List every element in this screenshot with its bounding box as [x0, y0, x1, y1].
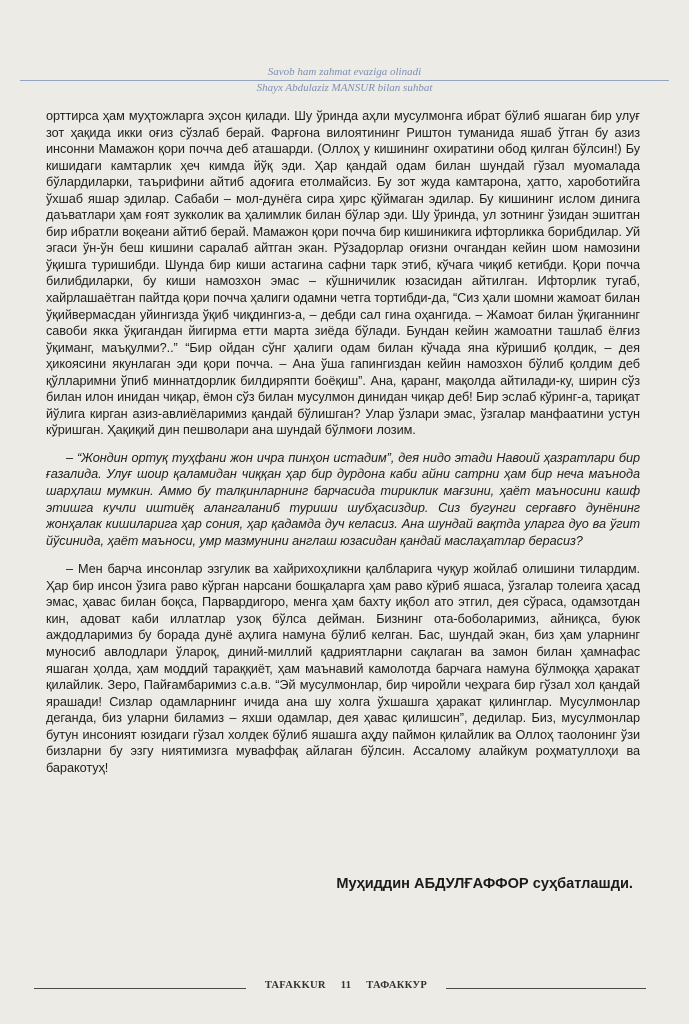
question-paragraph: – “Жондин ортуқ туҳфани жон ичра пинҳон истадим”, дея нидо этади Навоий ҳазратлари бир ғазалида. Улуғ шоир қаламидан чиққан ҳар бир дурдона каби айни сатрни ҳам бир неча маънода шарҳлаш мумкин. Аммо бу талқинларнинг барчасида тириклик мағзини, ҳаёт маъносини кашф этишга кучли иштиёқ алангаланиб туриши шубҳасиздир. Сиз бугунги серғавғо дунёнинг жонҳалак кишиларига ҳар сония, ҳар қадамда дуч келасиз. Ана шундай вақтда уларга дуо ва ўгит йўсинида, ҳаёт маъноси, умр мазмунини англаш юзасидан қандай маслаҳатлар берасиз? [46, 450, 640, 548]
answer-paragraph: – Мен барча инсонлар эзгулик ва хайрихоҳликни қалбларига чуқур жойлаб олишини тилардим. Ҳар бир инсон ўзига раво кўрган нарсани бошқаларга ҳам раво кўриб яшаса, ўзгалар толеига ҳасад эмас, ҳавас билан боқса, Парвардигоро, менга ҳам бахту иқбол ато этгил, дея сўраса, одамзотдан кин, адоват каби иллатлар узоқ бўлса дейман. Бизнинг ота-боболаримиз, айниқса, буюк аждодларимиз бу борада дунё аҳлига намуна бўлиб келган. Бас, шундай экан, биз ҳам уларнинг муносиб авлодлари ўлароқ, диний-миллий қадриятларни сақлаган ва замон билан ҳамнафас яшаган ҳолда, ҳам моддий тараққиёт, ҳам маънавий камолотда барчага намуна бўлмоққа ҳаракат қилайлик. Зеро, Пайғамбаримиз с.а.в. “Эй мусулмонлар, бир чиройли чеҳрага бир гўзал хол қандай ярашади! Сизлар одамларнинг ичида ана шу холга ўхшашга ҳаракат қилинглар. Мусулмонлар деганда, биз уларни биламиз – яхши одамлар, дея ҳавас қилишсин”, дедилар. Биз, мусулмонлар бутун инсоният юзидаги гўзал холдек бўлиб яшашга аҳду паймон қилайлик ва Оллоҳ таолонинг ўзи бизларни бу эзгу ниятимизга муваффақ айлаган бўлсин. Ассалому алайкум роҳматуллоҳи ва баракотуҳ! [46, 562, 640, 775]
footer-rule-left [34, 988, 246, 989]
footer-magazine-latin: TAFAKKUR [264, 980, 326, 991]
signature: Муҳиддин АБДУЛҒАФФОР суҳбатлашди. [336, 876, 633, 892]
page-footer [0, 980, 689, 996]
header-rule [20, 80, 669, 81]
page-number: 11 [340, 980, 352, 991]
footer-magazine-cyrillic: ТАФАККУР [366, 980, 428, 991]
header-title: Savob ham zahmat evaziga olinadi [267, 66, 422, 78]
running-header [0, 66, 689, 95]
footer-text [250, 980, 442, 991]
header-subtitle: Shayx Abdulaziz MANSUR bilan suhbat [256, 82, 433, 94]
intro-paragraph: орттирса ҳам муҳтожларга эҳсон қилади. Шу ўринда аҳли мусулмонга ибрат бўлиб яшаган бир улуғ зот ҳақида икки оғиз сўзлаб берай. Фарғона вилоятининг Риштон туманида яшаб ўтган бу азиз инсонни Мамажон қори почча деб аташарди. (Оллоҳ у кишининг охиратини обод қилган бўлсин!) Бу кишидаги камтарлик ҳеч кимда йўқ эди. Ҳар қандай одам билан шундай гўзал муомалада бўлардиларки, таърифини айтиб адоғига етолмайсиз. Бу зот жуда камтарона, ҳатто, хароботийга ўхшаб яшар эдилар. Сабаби – мол-дунёга сира ҳирс қўймаган эдилар. Бу кишининг ислом динига даъватлари ҳам ғоят зукколик ва ҳалимлик билан бўлар эди. Шу ўринда, ул зотнинг ўзидан эшитган бир ибратли воқеани айтиб берай. Мамажон қори почча бир кишиникига ифторликка борибдилар. Уй эгаси ўн-ўн беш кишини саралаб айтган экан. Рўзадорлар оғизни очгандан кейин шом намозини ўқишга туришибди. Шунда бир киши астагина сафни тарк этиб, кўчага чиқиб кетибди. Қори почча билибдиларки, бу киши намозхон эмас – кўшничилик юзасидан айтилган. Ифторлик тугаб, хайрлашаётган пайтда қори почча ҳалиги одамни четга тортибди-да, “Сиз ҳали шомни жамоат билан ўқийвермасдан уйингизда ўқиб чиқдингиз-а, – дебди сал гина оҳангида. – Жамоат билан ўқиганнинг савоби якка ўқигандан йигирма етти марта зиёда бўлади. Бундан кейин жамоатни ташлаб ёлғиз ўқиманг, маъқулми?..” “Бир ойдан сўнг ҳалиги одам билан кўчада яна кўришиб қолдик, – дея ҳикоясини якунлаган эди қори почча. – Ана ўша гапингиздан кейин намозхон бўлиб қолдим деб қўлларимни ўпиб миннатдорлик билдиряпти боёқиш”. Ана, қаранг, мақолда айтилади-ку, ширин сўз билан илон инидан чиқар, ёмон сўз билан мусулмон динидан чиқар деб! Бир эслаб кўринг-а, тариқат йўлига кирган азиз-авлиёларимиз қандай бўлишган? Улар ўзлари эмас, ўзгалар манфаатини устун кўришган. Ҳақиқий дин пешволари ана шундай бўлмоғи лозим. [46, 109, 640, 438]
article-body [46, 108, 640, 776]
footer-rule-right [446, 988, 646, 989]
